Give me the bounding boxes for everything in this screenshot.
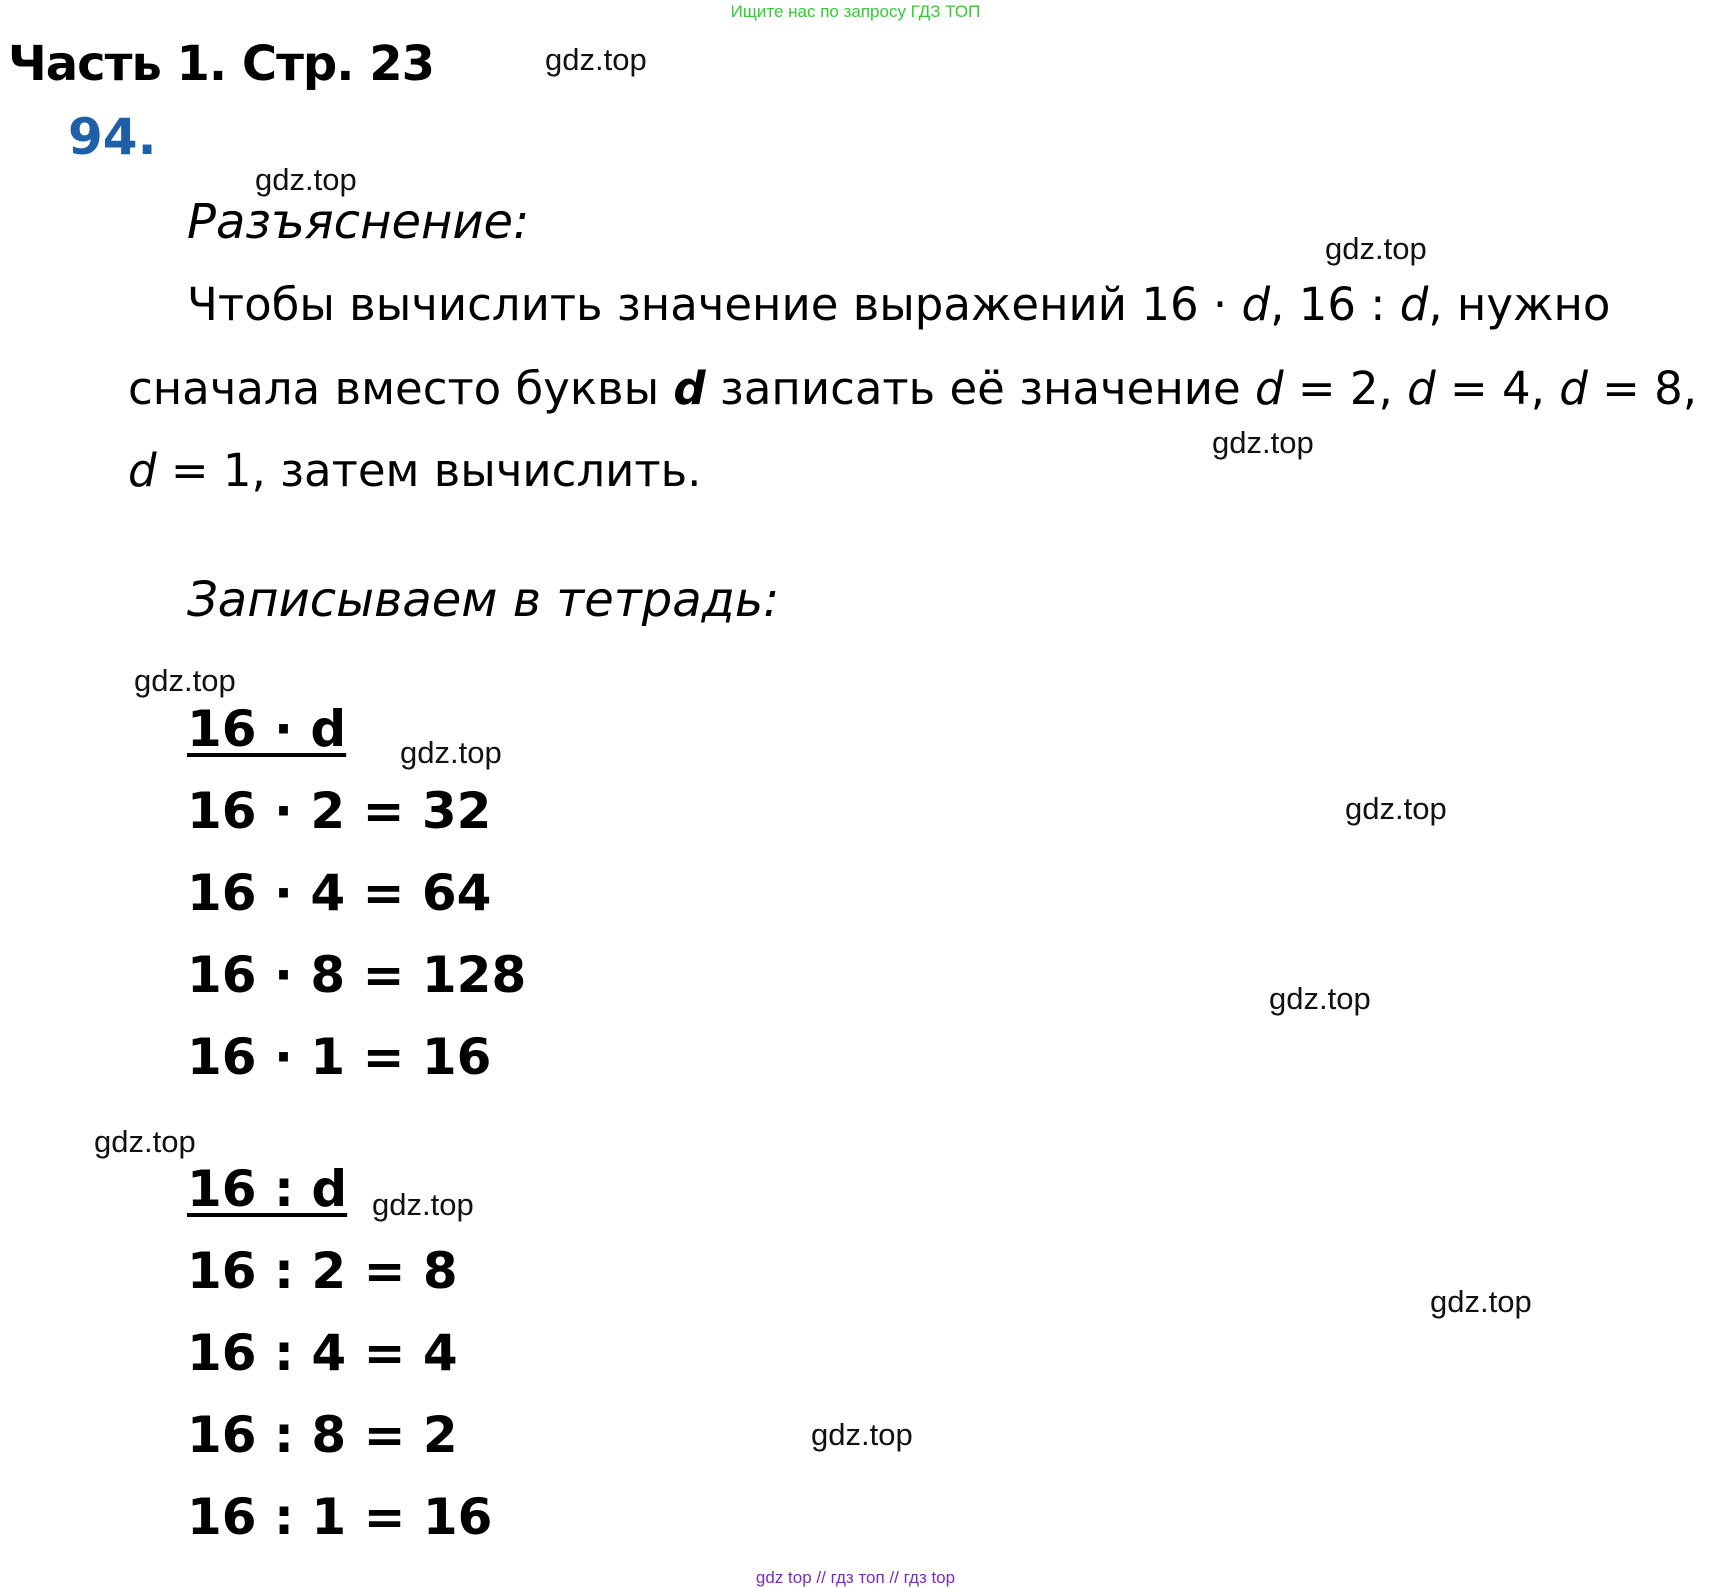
division-row: 16 : 1 = 16 [187,1488,493,1546]
watermark: gdz.top [1430,1284,1532,1319]
division-row: 16 : 4 = 4 [187,1324,458,1382]
watermark: gdz.top [255,162,357,197]
watermark: gdz.top [1325,231,1427,266]
explanation-line-3: d = 1, затем вычислить. [128,444,702,497]
watermark: gdz.top [400,735,502,770]
task-number: 94. [68,108,157,166]
watermark: gdz.top [94,1124,196,1159]
multiplication-row: 16 · 2 = 32 [187,782,492,840]
multiplication-row: 16 · 1 = 16 [187,1028,492,1086]
division-row: 16 : 8 = 2 [187,1406,458,1464]
explanation-line-1: Чтобы вычислить значение выражений 16 · d, 16 : d, нужно [187,278,1611,331]
page-heading: Часть 1. Стр. 23 [8,36,435,92]
division-row: 16 : 2 = 8 [187,1242,458,1300]
watermark: gdz.top [1345,791,1447,826]
multiplication-header: 16 · d [187,700,347,758]
watermark: gdz.top [545,42,647,77]
division-header: 16 : d [187,1160,348,1218]
top-banner: Ищите нас по запросу ГДЗ ТОП [730,2,981,21]
notebook-title: Записываем в тетрадь: [187,572,780,628]
explanation-line-2: сначала вместо буквы d записать её значение d = 2, d = 4, d = 8, [128,362,1698,415]
explanation-title: Разъяснение: [187,194,530,250]
watermark: gdz.top [134,663,236,698]
footer-links: gdz top // гдз топ // гдз top [755,1568,956,1587]
watermark: gdz.top [1269,981,1371,1016]
watermark: gdz.top [372,1187,474,1222]
watermark: gdz.top [1212,425,1314,460]
multiplication-row: 16 · 8 = 128 [187,946,527,1004]
watermark: gdz.top [811,1417,913,1452]
multiplication-row: 16 · 4 = 64 [187,864,492,922]
